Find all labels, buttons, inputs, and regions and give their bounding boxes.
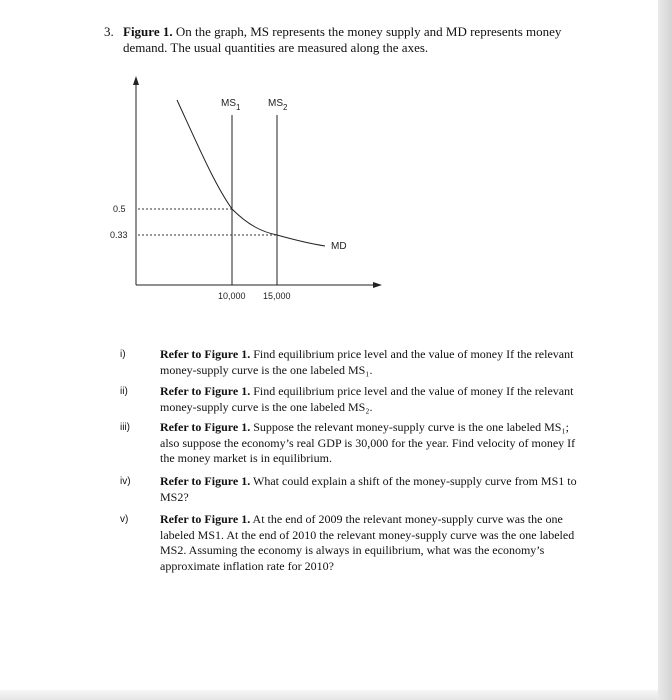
part-text: Find equilibrium price level and the value of money If the relevant money-supply curve is the one labeled MS₂. bbox=[160, 384, 574, 414]
question-intro-text: On the graph, MS represents the money supply and MD represents money demand. The usual quantities are measured along the axes. bbox=[123, 24, 562, 55]
figure-reference: Refer to Figure 1. bbox=[160, 347, 251, 361]
ms1-label: $MS_1$ bbox=[221, 98, 241, 112]
part-numeral: i) bbox=[120, 349, 126, 360]
figure-reference: Refer to Figure 1. bbox=[160, 420, 251, 434]
part-body bbox=[160, 384, 590, 415]
x-tick-label: 10,000 bbox=[218, 291, 246, 301]
figure-reference: Refer to Figure 1. bbox=[160, 384, 251, 398]
figure-reference: Refer to Figure 1. bbox=[160, 512, 251, 526]
md-label: MD bbox=[331, 241, 347, 252]
y-tick-label: 0.33 bbox=[110, 230, 128, 240]
part-numeral: v) bbox=[120, 514, 129, 525]
question-number: 3. bbox=[104, 24, 114, 39]
figure-reference: Figure 1. bbox=[123, 24, 173, 39]
x-tick-label: 15,000 bbox=[263, 291, 291, 301]
part-numeral: iv) bbox=[120, 476, 131, 487]
part-body bbox=[160, 512, 590, 574]
y-axis-arrow-icon bbox=[133, 76, 139, 85]
x-axis-arrow-icon bbox=[373, 282, 382, 288]
ms2-label: $MS_2$ bbox=[268, 98, 288, 112]
part-numeral: ii) bbox=[120, 386, 128, 397]
part-text: At the end of 2009 the relevant money-supply curve was the one labeled MS1. At the end of 2010 the relevant money-supply curve was the one labeled MS2. Assuming the economy is always in equilibrium, what was the economy’s approximate inflation rate for 2010? bbox=[160, 512, 575, 573]
part-text: Find equilibrium price level and the value of money If the relevant money-supply curve is the one labeled MS₁. bbox=[160, 347, 574, 377]
part-text: Suppose the relevant money-supply curve is the one labeled MS₁; also suppose the economy’s real GDP is 30,000 for the year. Find velocity of money If the money market is in equilibrium. bbox=[160, 420, 576, 465]
page-bottom-shadow bbox=[0, 690, 658, 700]
part-text: What could explain a shift of the money-supply curve from MS1 to MS2? bbox=[160, 474, 577, 504]
part-body bbox=[160, 420, 590, 467]
part-numeral: iii) bbox=[120, 422, 130, 433]
part-body bbox=[160, 474, 590, 505]
figure-reference: Refer to Figure 1. bbox=[160, 474, 251, 488]
y-tick-label: 0.5 bbox=[113, 204, 126, 214]
money-market-graph bbox=[0, 0, 672, 320]
md-curve bbox=[177, 100, 325, 246]
part-body bbox=[160, 347, 590, 378]
